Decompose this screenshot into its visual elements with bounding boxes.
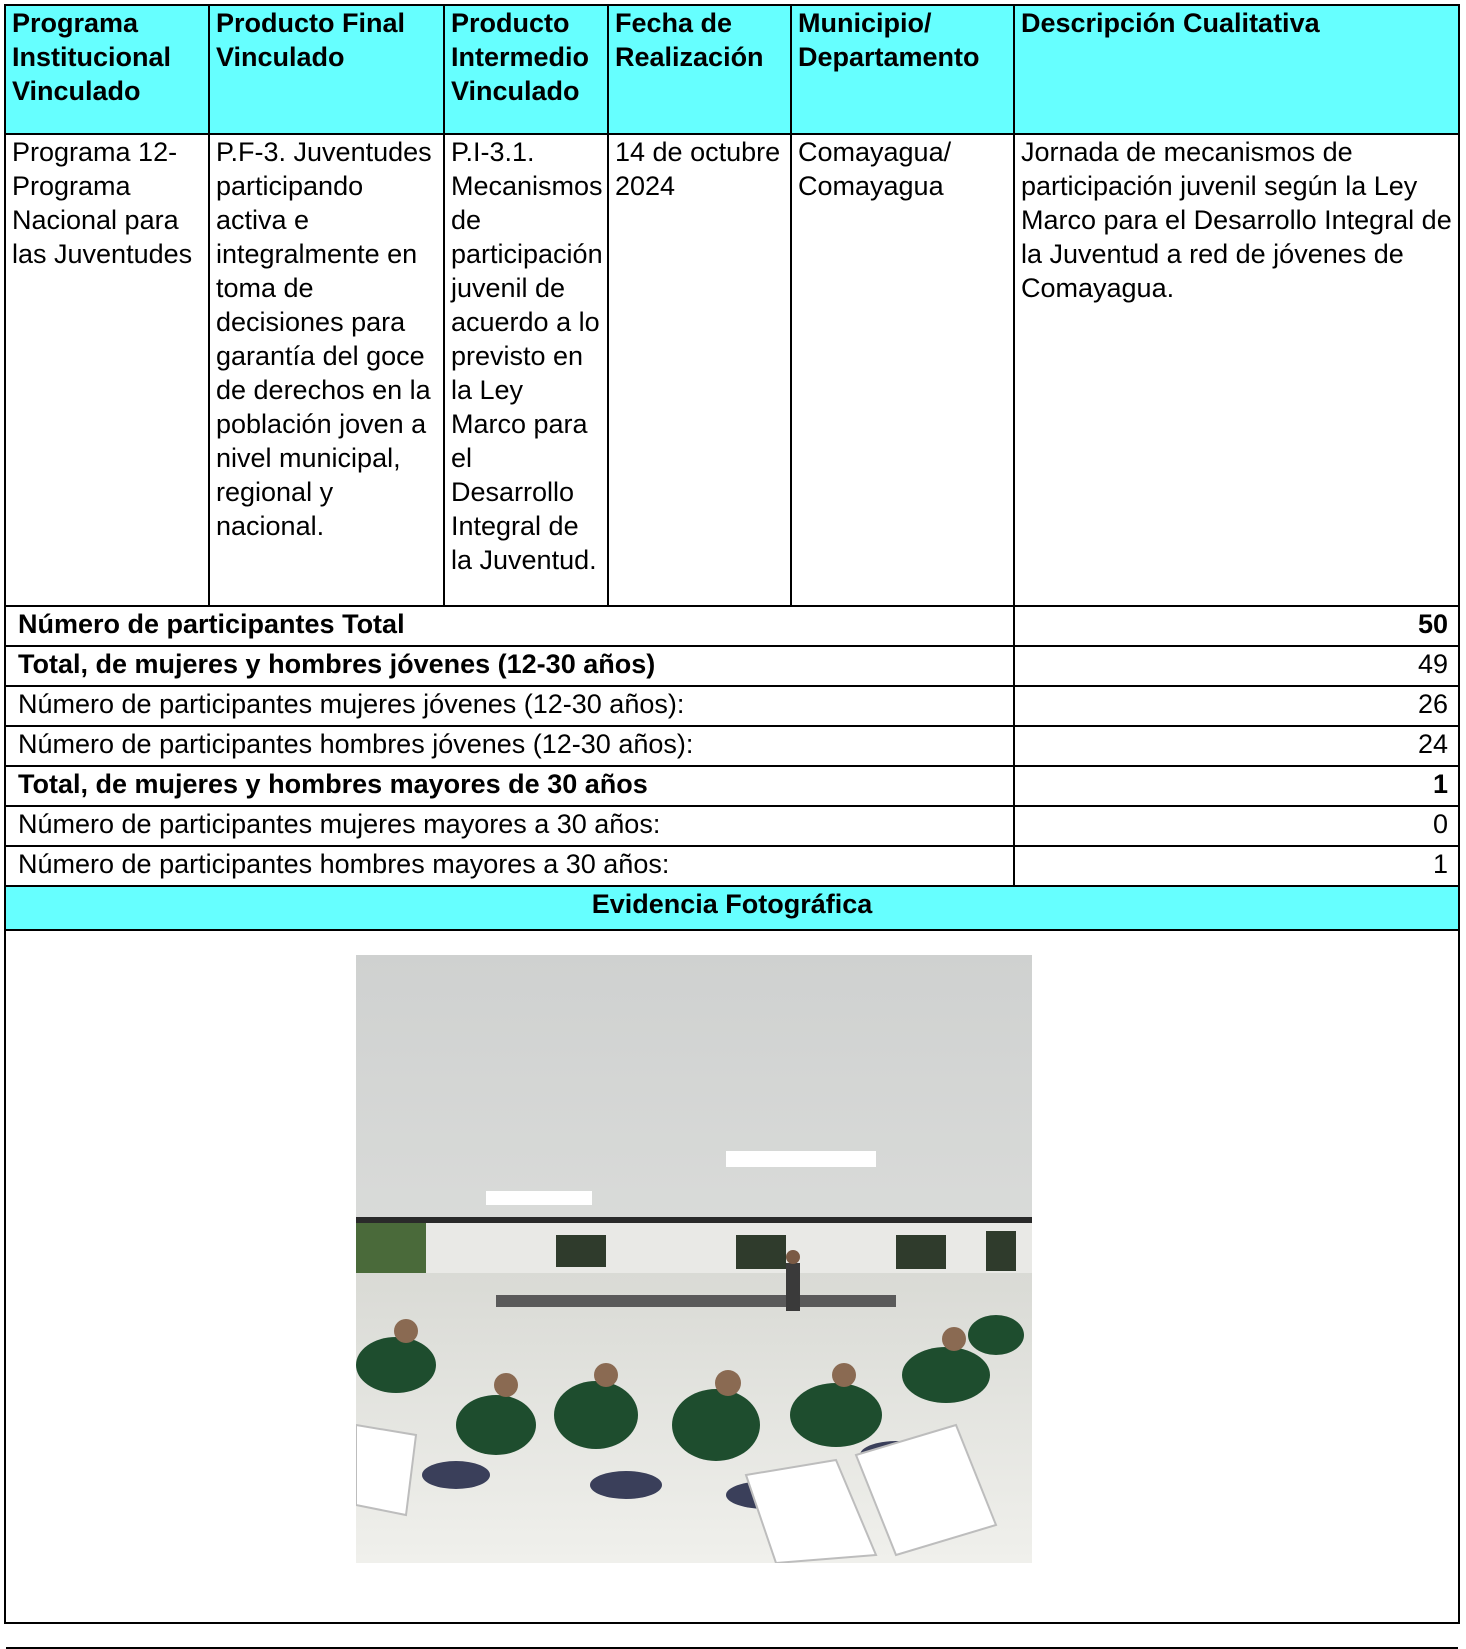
summary-value: 50 [1014,606,1458,646]
header-programa: Programa Institucional Vinculado [6,6,209,134]
photo-row [6,930,1458,1648]
summary-label: Número de participantes Total [6,606,1014,646]
cell-producto-final: P.F-3. Juventudes participando activa e integralmente en toma de decisiones para garantía del goce de derechos en la población joven a nivel municipal, regional y nacional. [209,134,444,606]
summary-value: 26 [1014,686,1458,726]
cell-descripcion: Jornada de mecanismos de participación juvenil según la Ley Marco para el Desarrollo Integral de la Juventud a red de jóvenes de Comayagua. [1014,134,1458,606]
header-descripcion: Descripción Cualitativa [1014,6,1458,134]
summary-label: Número de participantes hombres mayores a 30 años: [6,846,1014,886]
report-table [6,6,1458,1649]
summary-label: Número de participantes mujeres mayores a 30 años: [6,806,1014,846]
evidence-title: Evidencia Fotográfica [6,886,1458,930]
header-row [6,6,1458,134]
summary-label: Total, de mujeres y hombres jóvenes (12-30 años) [6,646,1014,686]
cell-fecha: 14 de octubre 2024 [608,134,791,606]
report-document [4,4,1460,1624]
summary-row-jovenes [6,646,1458,686]
header-producto-intermedio: Producto Intermedio Vinculado [444,6,608,134]
summary-label: Número de participantes hombres jóvenes (12-30 años): [6,726,1014,766]
summary-row-hombres-mayores [6,846,1458,886]
summary-value: 49 [1014,646,1458,686]
summary-row-mujeres-jovenes [6,686,1458,726]
summary-row-hombres-jovenes [6,726,1458,766]
event-photo [356,955,1032,1563]
summary-value: 0 [1014,806,1458,846]
cell-producto-intermedio: P.I-3.1. Mecanismos de participación juvenil de acuerdo a lo previsto en la Ley Marco para el Desarrollo Integral de la Juventud. [444,134,608,606]
event-photo-image [356,955,1032,1563]
cell-programa: Programa 12-Programa Nacional para las Juventudes [6,134,209,606]
summary-row-total [6,606,1458,646]
header-producto-final: Producto Final Vinculado [209,6,444,134]
summary-label: Total, de mujeres y hombres mayores de 30 años [6,766,1014,806]
summary-value: 1 [1014,846,1458,886]
summary-value: 1 [1014,766,1458,806]
summary-label: Número de participantes mujeres jóvenes (12-30 años): [6,686,1014,726]
evidence-header-row [6,886,1458,930]
header-municipio: Municipio/ Departamento [791,6,1014,134]
data-row [6,134,1458,606]
summary-row-mayores [6,766,1458,806]
photo-cell [6,930,1458,1648]
summary-row-mujeres-mayores [6,806,1458,846]
summary-value: 24 [1014,726,1458,766]
cell-municipio: Comayagua/ Comayagua [791,134,1014,606]
header-fecha: Fecha de Realización [608,6,791,134]
